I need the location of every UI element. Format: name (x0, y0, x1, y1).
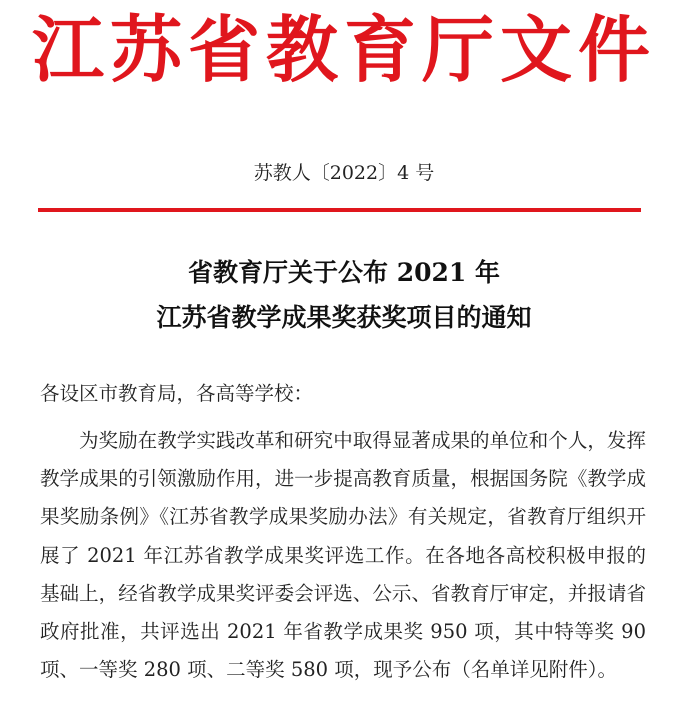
salutation: 各设区市教育局，各高等学校： (40, 382, 314, 405)
masthead-title: 江苏省教育厅文件 (31, 7, 656, 92)
document-number: 苏教人〔2022〕4 号 (253, 162, 435, 184)
red-divider-line (38, 208, 641, 212)
body-paragraph: 为奖励在教学实践改革和研究中取得显著成果的单位和个人，发挥教学成果的引领激励作用，进一步提高教育质量，根据国务院《教学成果奖励条例》《江苏省教学成果奖励办法》有关规定，省教育厅组织开展了 2021 年江苏省教学成果奖评选工作。在各地各高校积极申报的基础上，经省教学成果奖评委会评选、公示、省教育厅审定，并报请省政府批准，共评选出 2021 年省教学成果奖 950 项，其中特等奖 90 项、一等奖 280 项、二等奖 580 项，现予公布（名单详见附件）。 (40, 429, 646, 682)
notice-title-line-1: 省教育厅关于公布 2021 年 (188, 258, 500, 287)
notice-title-line-2: 江苏省教学成果奖获奖项目的通知 (156, 303, 532, 332)
